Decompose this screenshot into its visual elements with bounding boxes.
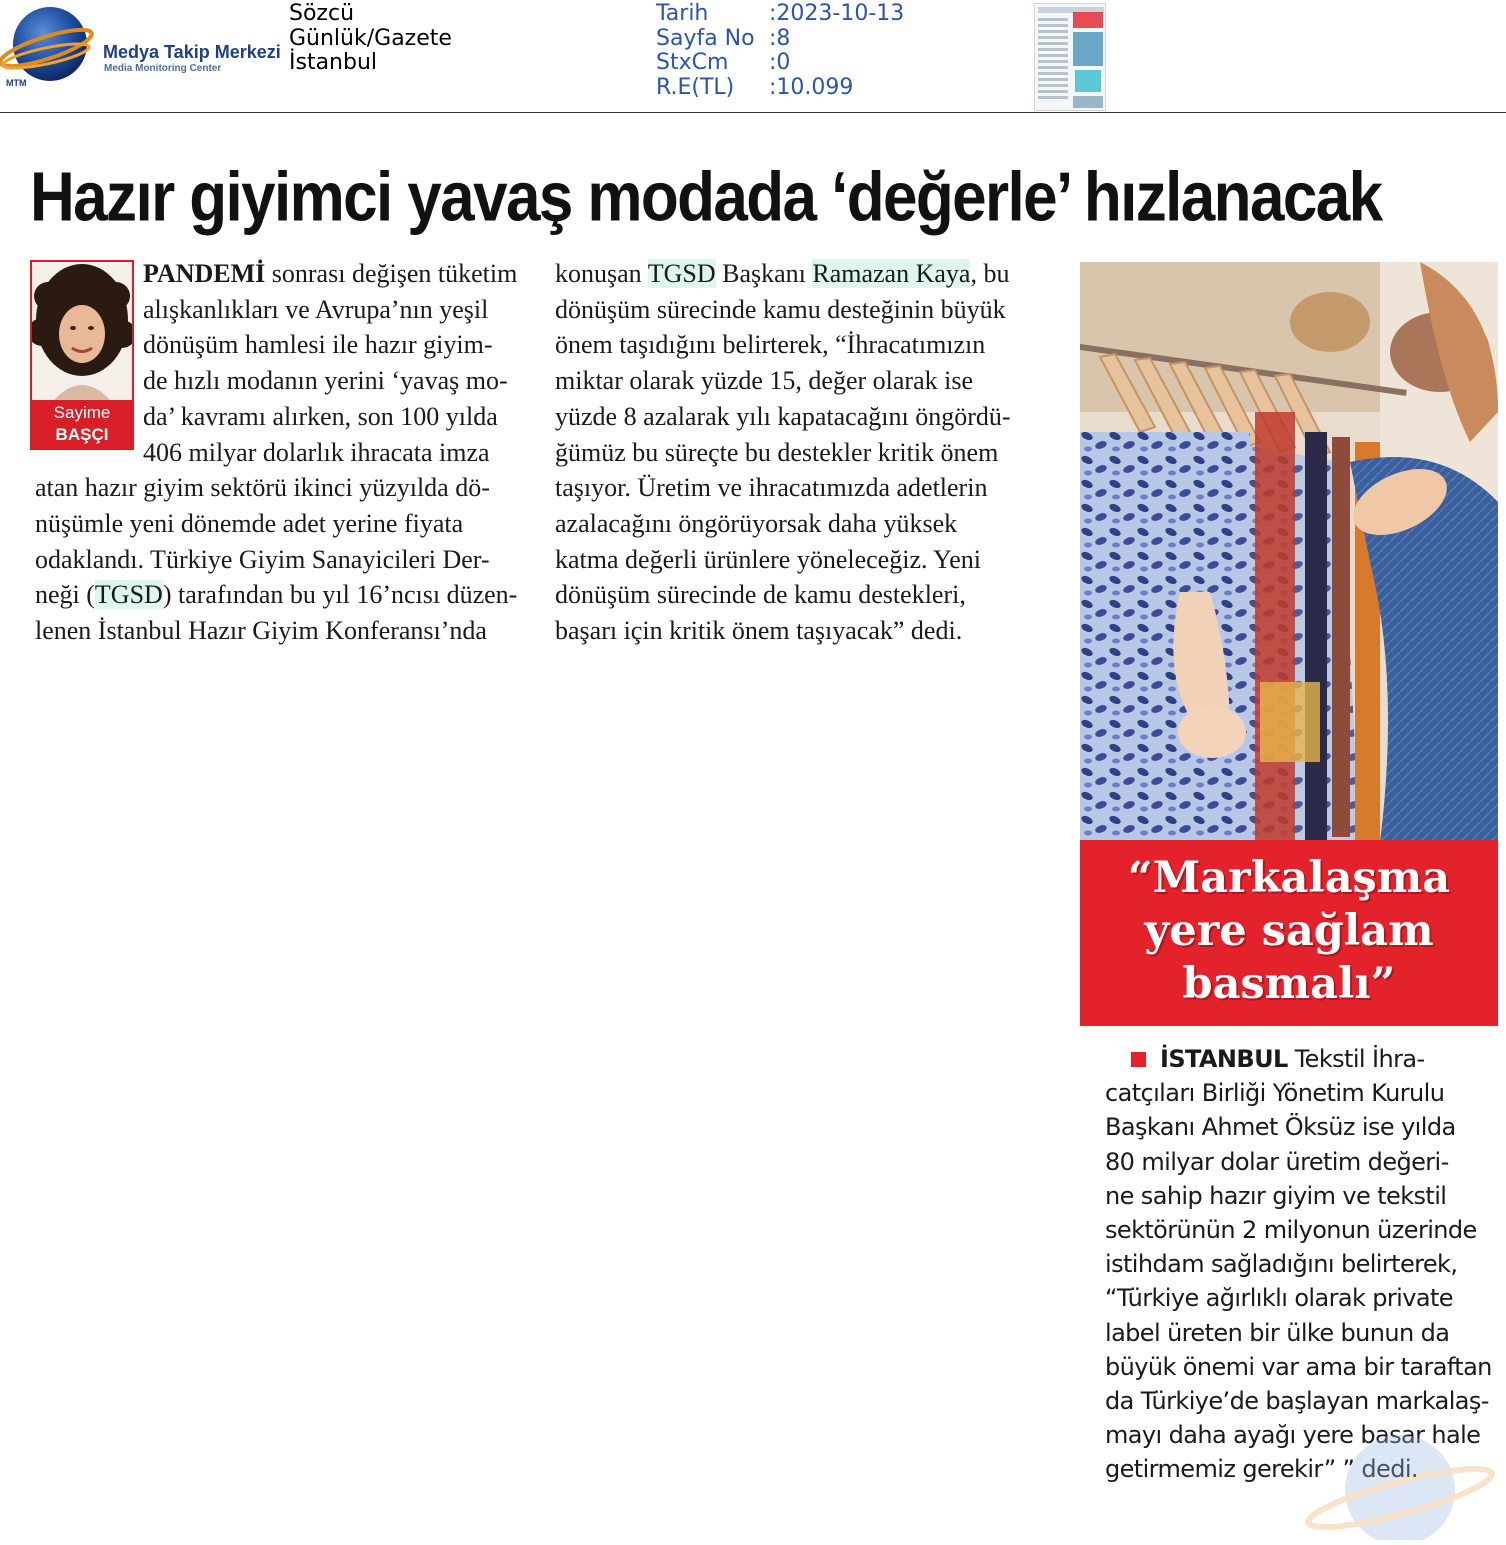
text-line: başarı için kritik önem taşıyacak” dedi. xyxy=(555,616,963,646)
publication-city: İstanbul xyxy=(289,50,378,75)
watermark-globe-icon xyxy=(1300,1420,1500,1540)
meta-value: :8 xyxy=(769,25,791,51)
text-line: odaklandı. Türkiye Giyim Sanayicileri Der- xyxy=(35,544,490,574)
mtm-logo xyxy=(0,4,290,92)
text-line: dönüşüm hamlesi ile hazır giyim- xyxy=(143,330,493,360)
meta-label: Tarih xyxy=(656,1,709,26)
text-line: ne sahip hazır giyim ve tekstil xyxy=(1105,1181,1447,1210)
clothing-rack-photo xyxy=(1080,262,1498,842)
clipping-header xyxy=(0,0,1506,113)
text-line: Başkanı Ahmet Öksüz ise yılda xyxy=(1105,1113,1456,1142)
text-line: “Türkiye ağırlıklı olarak private xyxy=(1105,1284,1453,1313)
text-line: ğümüz bu süreçte bu destekler kritik önem xyxy=(555,437,999,467)
pull-quote-line: yere sağlam xyxy=(1144,906,1434,956)
text-line: alışkanlıkları ve Avrupa’nın yeşil xyxy=(143,294,489,324)
text-line: da Türkiye’de başlayan markalaş- xyxy=(1105,1387,1489,1416)
text-line: konuşan TGSD Başkanı Ramazan Kaya, bu xyxy=(555,259,1010,288)
article-column-2 xyxy=(555,256,1065,649)
text-line: label üreten bir ülke bunun da xyxy=(1105,1318,1450,1347)
meta-label: R.E(TL) xyxy=(656,74,735,100)
meta-value: :0 xyxy=(769,50,791,75)
text-line: önem taşıdığını belirterek, “İhracatımızın xyxy=(555,330,986,360)
meta-row-stxcm xyxy=(656,51,904,76)
meta-row-date xyxy=(656,2,904,27)
highlight-keyword: Ramazan Kaya xyxy=(812,259,971,288)
publication-type: Günlük/Gazete xyxy=(289,25,452,51)
dateline-city: İSTANBUL xyxy=(1160,1045,1288,1073)
text-line: dönüşüm sürecinde kamu desteğinin büyük xyxy=(555,294,1006,324)
text-line: da’ kavramı alırken, son 100 yılda xyxy=(143,401,498,431)
pull-quote xyxy=(1080,840,1498,1026)
text-line: getirmemiz gerekir” ” dedi. xyxy=(1105,1455,1418,1484)
text-line: de hızlı modanın yerini ‘yavaş mo- xyxy=(143,366,508,396)
text-line: yüzde 8 azalarak yılı kapatacağını öngördü- xyxy=(555,401,1011,431)
author-first-name: Sayime xyxy=(53,403,111,422)
meta-row-ad-value xyxy=(656,76,904,101)
article-photo xyxy=(1080,262,1498,842)
text-line: atan hazır giyim sektörü ikinci yüzyılda dö- xyxy=(35,473,490,503)
pull-quote-line: basmalı” xyxy=(1182,959,1396,1009)
text-line: neği (TGSD) tarafından bu yıl 16’ncısı düzen- xyxy=(35,580,518,610)
clipping-meta xyxy=(656,2,904,100)
publication-info xyxy=(289,2,452,76)
highlight-keyword: TGSD xyxy=(94,580,163,610)
meta-label: StxCm xyxy=(656,50,729,75)
logo-subtitle: Media Monitoring Center xyxy=(104,63,222,74)
author-last-name: BAŞÇI xyxy=(55,425,109,444)
meta-row-page xyxy=(656,27,904,52)
article-headline: Hazır giyimci yavaş modada ‘değerle’ hızlanacak xyxy=(30,159,1382,237)
publication-name: Sözcü xyxy=(289,1,355,26)
logo-title: Medya Takip Merkezi xyxy=(103,42,281,62)
text-line: azalacağını öngörüyorsak daha yüksek xyxy=(555,508,958,538)
text-line: büyük önemi var ama bir taraftan xyxy=(1105,1352,1492,1381)
text-line: PANDEMİ sonrası değişen tüketim xyxy=(143,259,518,288)
page-thumbnail[interactable] xyxy=(1034,3,1106,111)
text-line: istihdam sağladığını belirterek, xyxy=(1105,1250,1458,1279)
meta-value: :2023-10-13 xyxy=(769,1,905,26)
meta-value: :10.099 xyxy=(769,74,854,100)
text-line: lenen İstanbul Hazır Giyim Konferansı’nda xyxy=(35,616,487,646)
logo-mark: MTM xyxy=(6,78,27,88)
text-line: nüşümle yeni dönemde adet yerine fiyata xyxy=(35,508,464,538)
text-line: 80 milyar dolar üretim değeri- xyxy=(1105,1147,1449,1176)
text-line: 406 milyar dolarlık ihracata imza xyxy=(143,437,490,467)
bullet-square-icon xyxy=(1131,1052,1146,1067)
text-line: katma değerli ürünlere yöneleceğiz. Yeni xyxy=(555,544,981,574)
page-thumbnail-image xyxy=(1035,4,1106,111)
lead-word: PANDEMİ xyxy=(143,259,266,288)
highlight-keyword: TGSD xyxy=(647,259,716,288)
text-line: İSTANBUL Tekstil İhra- xyxy=(1105,1042,1492,1076)
text-line: miktar olarak yüzde 15, değer olarak ise xyxy=(555,366,973,396)
text-line: taşıyor. Üretim ve ihracatımızda adetlerin xyxy=(555,473,988,503)
article-column-1 xyxy=(35,256,535,649)
text-line: catçıları Birliği Yönetim Kurulu xyxy=(1105,1079,1445,1108)
pull-quote-line: “Markalaşma xyxy=(1127,853,1451,903)
meta-label: Sayfa No xyxy=(656,25,755,51)
text-line: mayı daha ayağı yere basar hale xyxy=(1105,1421,1481,1450)
text-line: sektörünün 2 milyonun üzerinde xyxy=(1105,1216,1477,1245)
text-line: dönüşüm sürecinde de kamu destekleri, xyxy=(555,580,966,610)
